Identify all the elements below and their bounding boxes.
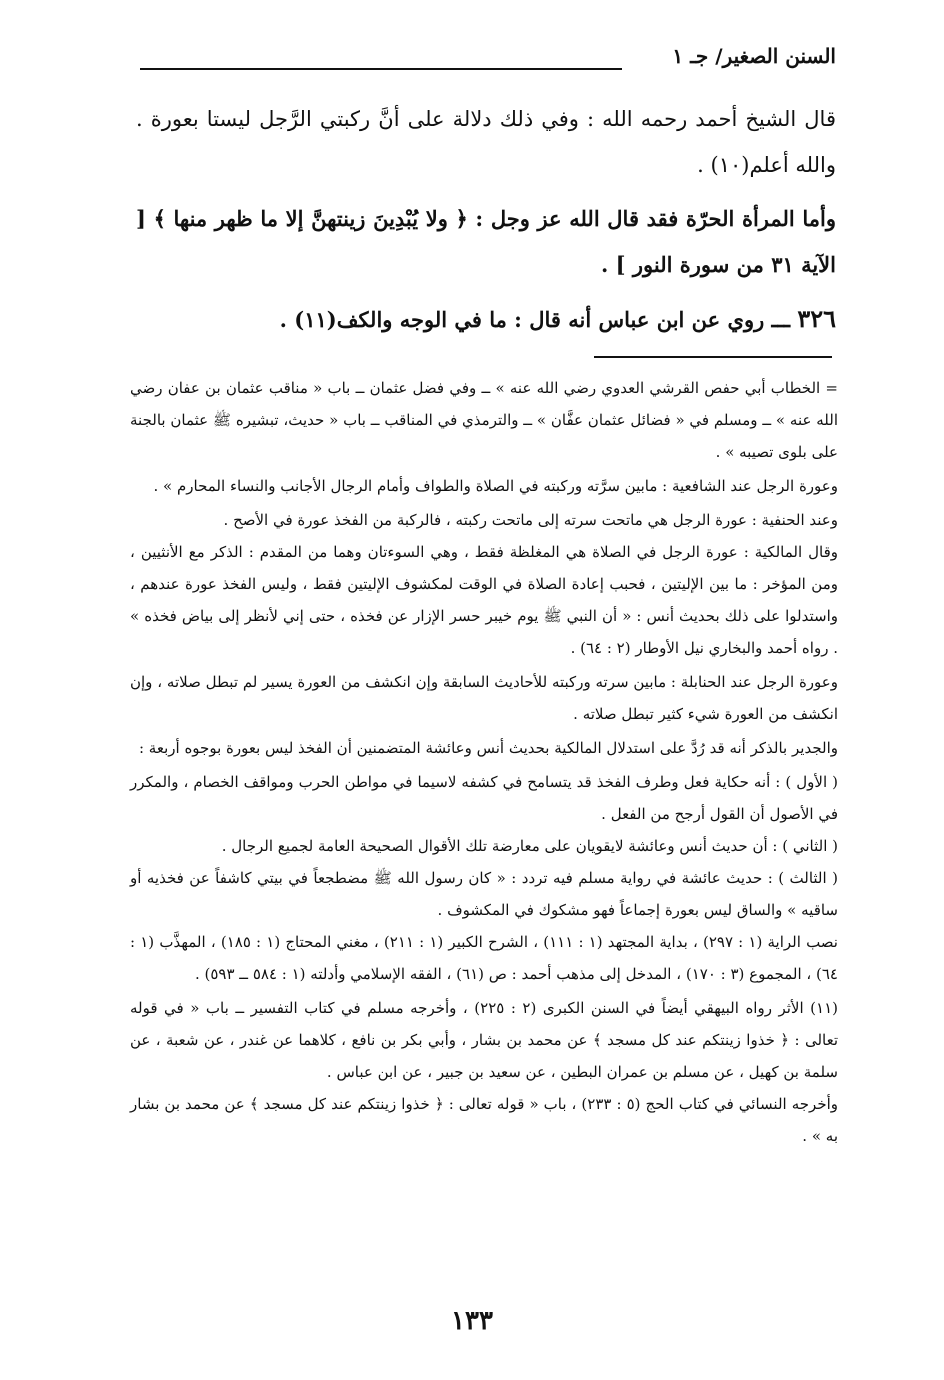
footnote-paragraph: ( الأول ) : أنه حكاية فعل وطرف الفخذ قد يتسامح في كشفه لاسيما في مواطن الحرب ومواقف الخصام ، والمكرر في الأصول أن القول أرجح من الفعل . [130,773,838,823]
main-text [136,96,836,343]
hadith-number: ٣٢٦ [797,304,836,333]
footnote-paragraph: = الخطاب أبي حفص القرشي العدوي رضي الله عنه » ــ وفي فضل عثمان ــ باب « مناقب عثمان بن عفان رضي الله عنه » ــ ومسلم في « فضائل عثمان عفَّان » ــ والترمذي في المناقب ــ باب « حديث، تبشيره ﷺ عثمان بالجنة على بلوى تصيبه » . [130,379,838,461]
footnote-separator [594,356,832,358]
footnote-paragraph: وعند الحنفية : عورة الرجل هي ماتحت سرته إلى ماتحت ركبته ، فالركبة من الفخذ عورة في الأصح . [223,511,838,529]
footnotes [130,372,838,1152]
main-paragraph: وأما المرأة الحرّة فقد قال الله عز وجل : ﴿ ولا يُبْدِينَ زينتهنَّ إلا ما ظهر منها ﴾ [ الآية ٣١ من سورة النور ] . [136,206,836,277]
main-paragraph: قال الشيخ أحمد رحمه الله : وفي ذلك دلالة على أنَّ ركبتي الرَّجل ليستا بعورة . والله أعلم(١٠) . [136,107,836,177]
hadith-326 [136,296,836,343]
footnote-paragraph: وعورة الرجل عند الشافعية : مابين سرَّته وركبته في الصلاة والطواف وأمام الرجال الأجانب والنساء المحارم » . [153,477,838,495]
footnote-paragraph: وقال المالكية : عورة الرجل في الصلاة هي المغلظة فقط ، وهي السوءتان وهما من المقدم : الذكر مع الأنثيين ، ومن المؤخر : ما بين الإليتين ، فحبب إعادة الصلاة في الوقت لمكشوف الإليتين فقط ، وليس الفخذ عورة عندهم ، واستدلوا على ذلك بحديث أنس : « أن النبي ﷺ يوم خيبر حسر الإزار عن فخذه ، حتى إني لأنظر إلى بياض فخذه » . رواه أحمد والبخاري نيل الأوطار (٢ : ٦٤) . [130,543,838,657]
header-rule [140,68,622,70]
footnote-paragraph: والجدير بالذكر أنه قد رُدَّ على استدلال المالكية بحديث أنس وعائشة المتضمنين أن الفخذ ليس بعورة بوجوه أربعة : [138,739,838,757]
footnote-paragraph: نصب الراية (١ : ٢٩٧) ، بداية المجتهد (١ : ١١١) ، الشرح الكبير (١ : ٢١١) ، مغني المحتاج (١ : ١٨٥) ، المهذَّب (١ : ٦٤) ، المجموع (٣ : ١٧٠) ، المدخل إلى مذهب أحمد : ص (٦١) ، الفقه الإسلامي وأدلته (١ : ٥٨٤ ــ ٥٩٣) . [130,933,838,983]
footnote-paragraph: وعورة الرجل عند الحنابلة : مابين سرته وركبته للأحاديث السابقة وإن انكشف من العورة يسير لم تبطل صلاته ، وإن انكشف من العورة شيء كثير تبطل صلاته . [130,673,838,723]
hadith-dash: ـــ [771,307,791,332]
running-header-title: السنن الصغير/ جـ ١ [672,44,836,68]
running-header [140,44,836,74]
footnote-paragraph: (١١) الأثر رواه البيهقي أيضاً في السنن الكبرى (٢ : ٢٢٥) ، وأخرجه مسلم في كتاب التفسير ــ باب « في قوله تعالى : ﴿ خذوا زينتكم عند كل مسجد ﴾ عن محمد بن بشار ، وأبي بكر بن نافع ، كلاهما عن غندر ، عن شعبة ، عن سلمة بن كهيل ، عن مسلم بن عمران البطين ، عن سعيد بن جبير ، عن ابن عباس . [130,999,838,1081]
footnote-paragraph: ( الثاني ) : أن حديث أنس وعائشة لايقويان على معارضة تلك الأقوال الصحيحة العامة لجميع الرجال . [221,837,838,855]
footnote-paragraph: ( الثالث ) : حديث عائشة في رواية مسلم فيه تردد : « كان رسول الله ﷺ مضطجعاً في بيتي كاشفاً عن فخذيه أو ساقيه » والساق ليس بعورة إجماعاً فهو مشكوك في المكشوف . [130,869,838,919]
page-number: ١٣٣ [451,1306,493,1336]
hadith-text: روي عن ابن عباس أنه قال : ما في الوجه والكف(١١) . [279,307,765,332]
footnote-paragraph: وأخرجه النسائي في كتاب الحج (٥ : ٢٣٣) ، باب « قوله تعالى : ﴿ خذوا زينتكم عند كل مسجد ﴾ عن محمد بن بشار به » . [130,1095,839,1145]
